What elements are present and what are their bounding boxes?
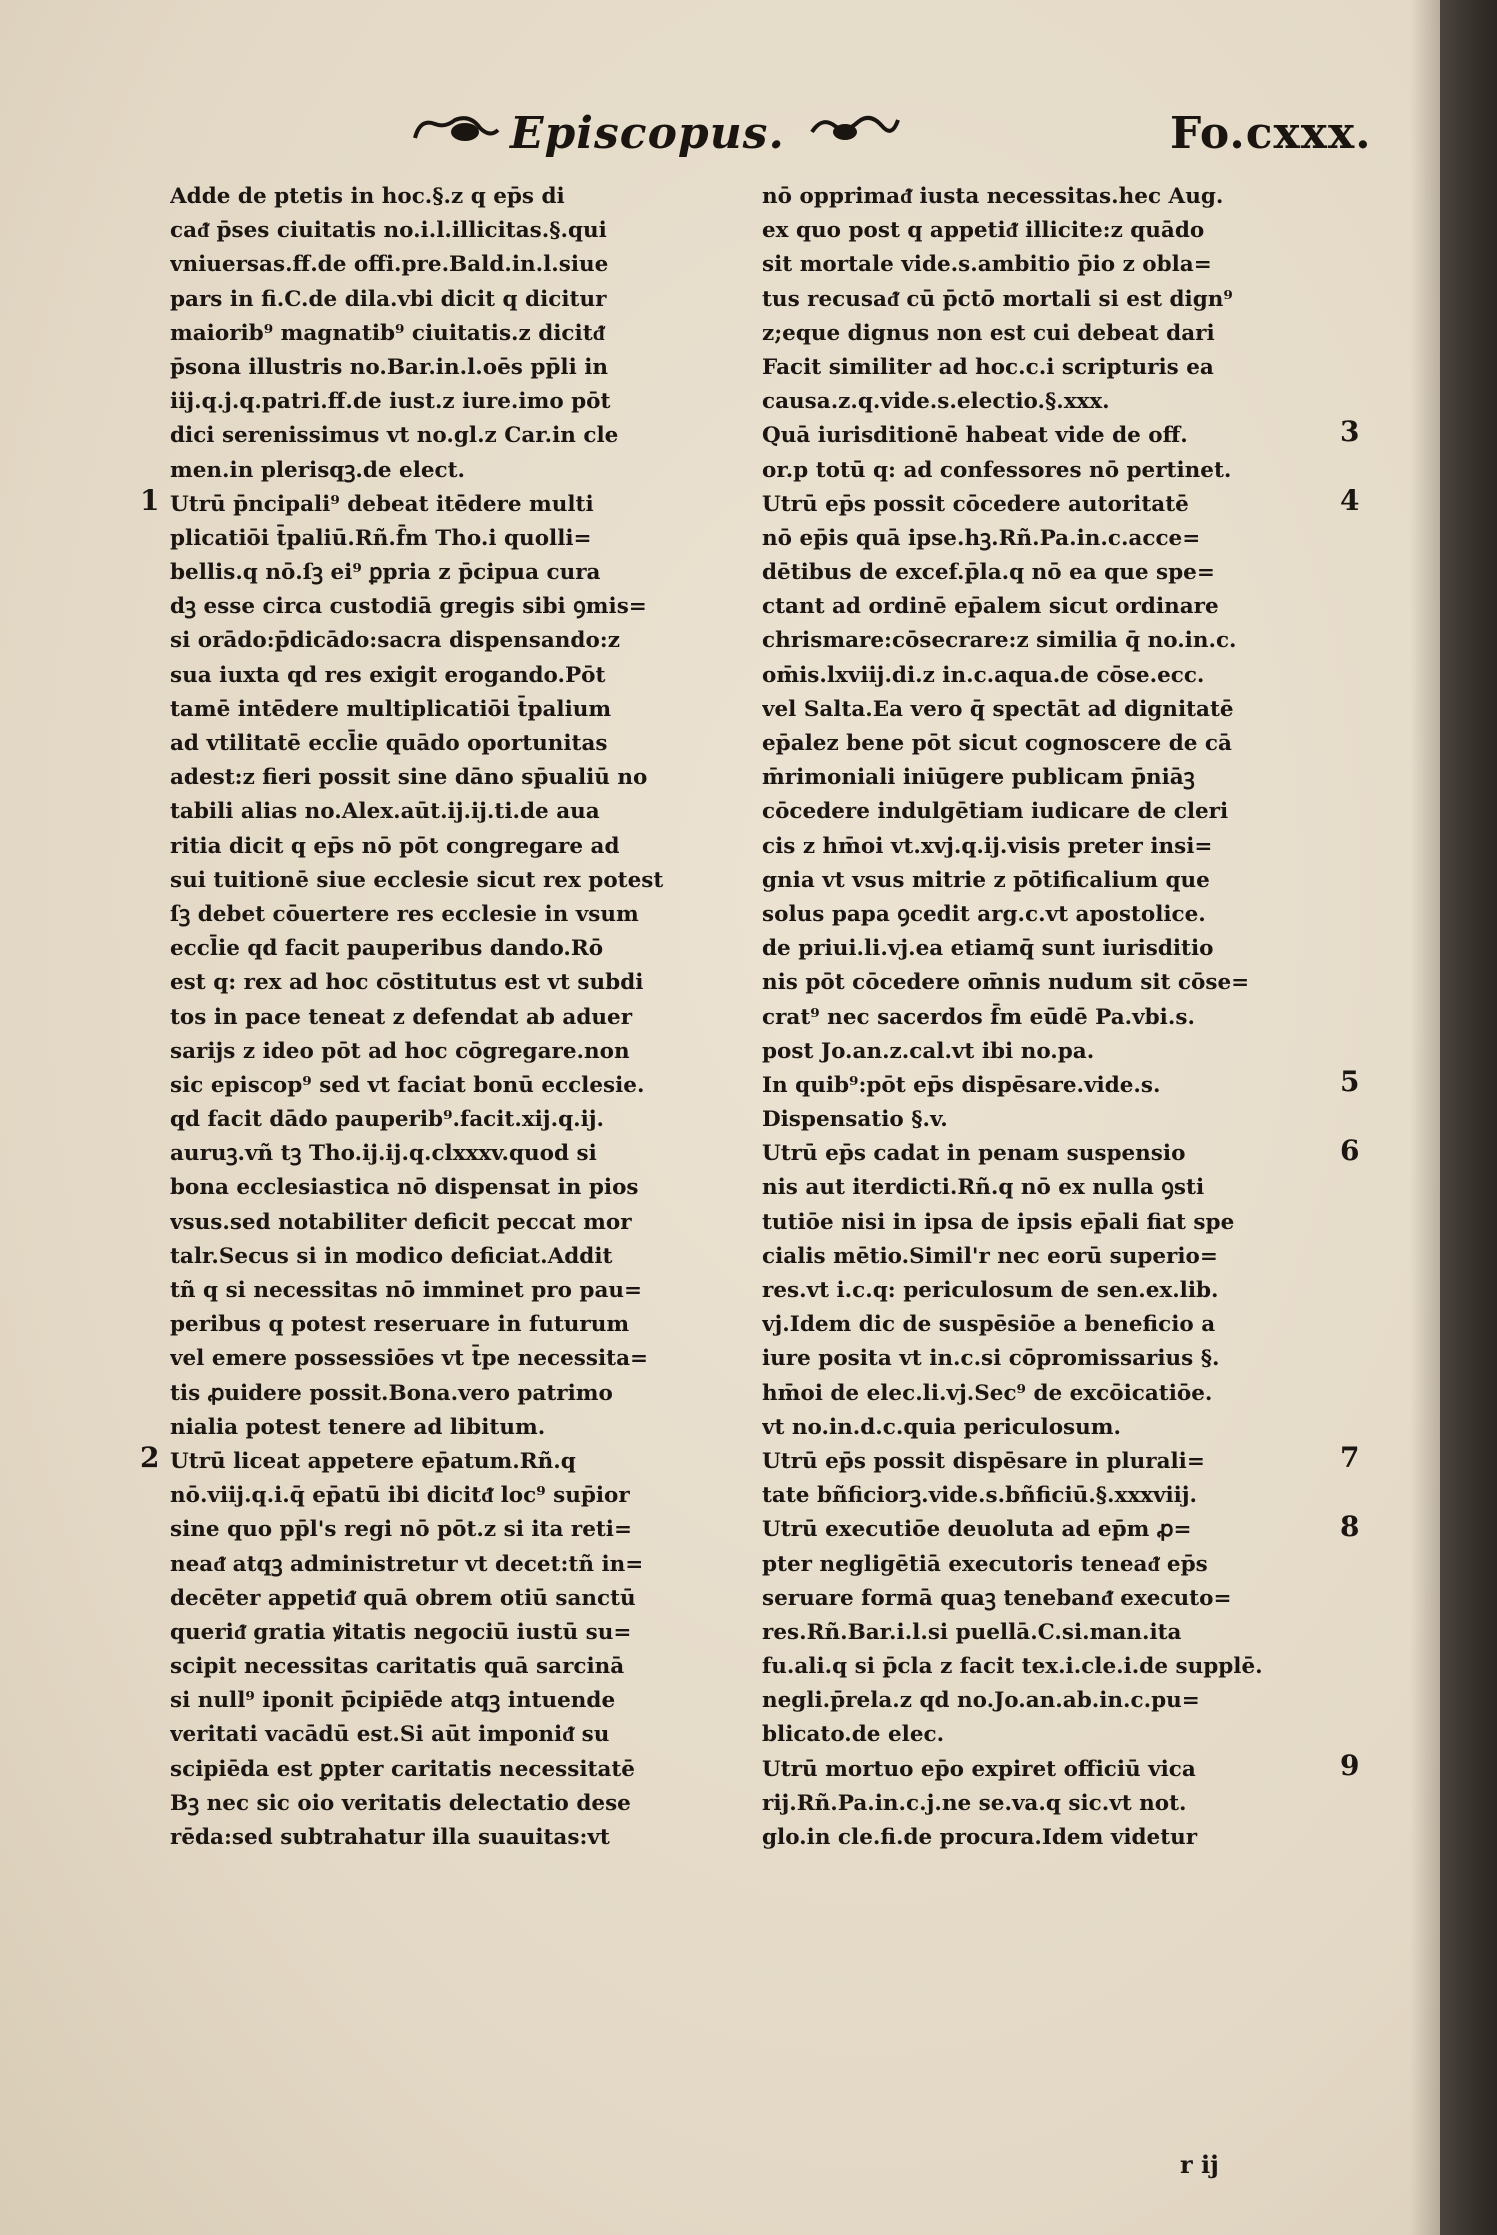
text-line: om̄is.lxviij.di.z in.c.aqua.de cōse.ecc. bbox=[762, 662, 1205, 688]
margin-number-right: 4 bbox=[1340, 483, 1360, 517]
text-line: si null⁹ iponit p̄cipiēde atqꝫ intuende bbox=[170, 1688, 616, 1714]
text-line: nō opprimaᵭ iusta necessitas.hec Aug. bbox=[762, 184, 1224, 209]
text-line: blicato.de elec. bbox=[762, 1722, 945, 1748]
text-line: Utrū ep̄s possit cōcedere autoritatē bbox=[762, 491, 1189, 517]
margin-number-right: 3 bbox=[1340, 415, 1360, 449]
text-line: sic episcop⁹ sed vt faciat bonū ecclesie. bbox=[170, 1072, 645, 1098]
text-line: vel Salta.Ea vero q̄ spectāt ad dignitatē bbox=[762, 696, 1234, 722]
text-line: eccl̄ie qd facit pauperibus dando.Rō bbox=[170, 936, 604, 962]
text-line: neaᵭ atqꝫ administretur vt decet:tñ in= bbox=[170, 1551, 644, 1577]
text-line: scipiēda est ꝑpter caritatis necessitatē bbox=[170, 1756, 635, 1782]
text-line: vsus.sed notabiliter deficit peccat mor bbox=[170, 1209, 632, 1235]
text-line: nialia potest tenere ad libitum. bbox=[170, 1414, 546, 1440]
text-line: bellis.q nō.ſꝫ ei⁹ ꝑpria z p̄cipua cura bbox=[170, 560, 601, 586]
text-line: qd facit dādo pauperib⁹.facit.xij.q.ij. bbox=[170, 1107, 605, 1133]
left-text-column bbox=[170, 180, 730, 1855]
text-line: ctant ad ordinē ep̄alem sicut ordinare bbox=[762, 594, 1219, 620]
text-line: seruare formā quaꝫ tenebanᵭ executo= bbox=[762, 1585, 1232, 1611]
text-line: glo.in cle.fi.de procura.Idem videtur bbox=[762, 1825, 1198, 1850]
text-line: est q: rex ad hoc cōstitutus est vt subdi bbox=[170, 970, 644, 996]
text-line: adest:z fieri possit sine dāno sp̄ualiū no bbox=[170, 765, 648, 791]
text-line: fu.ali.q si p̄cla z facit tex.i.cle.i.de supplē. bbox=[762, 1654, 1263, 1680]
text-line: ep̄alez bene pōt sicut cognoscere de cā bbox=[762, 731, 1232, 756]
text-line: negli.p̄rela.z qd no.Jo.an.ab.in.c.pu= bbox=[762, 1688, 1200, 1714]
margin-number-right: 6 bbox=[1340, 1133, 1360, 1167]
text-line: peribus q potest reseruare in futurum bbox=[170, 1312, 630, 1338]
margin-number-right: 8 bbox=[1340, 1509, 1360, 1543]
margin-number-left: 1 bbox=[140, 483, 160, 517]
text-line: Utrū ep̄s possit dispēsare in plurali= bbox=[762, 1448, 1205, 1474]
text-line: queriᵭ gratia ꝟitatis negociū iustū su= bbox=[170, 1619, 632, 1645]
margin-number-right: 5 bbox=[1340, 1065, 1360, 1099]
text-line: Quā iurisditionē habeat vide de off. bbox=[762, 423, 1188, 449]
text-line: cialis mētio.Simil'r nec eorū superio= bbox=[762, 1243, 1218, 1269]
text-line: sine quo pp̄l's regi nō pōt.z si ita reti= bbox=[170, 1517, 632, 1543]
text-line: sit mortale vide.s.ambitio p̄io z obla= bbox=[762, 252, 1212, 278]
text-line: Utrū liceat appetere ep̄atum.Rñ.q bbox=[170, 1448, 576, 1474]
text-line: scipit necessitas caritatis quā sarcinā bbox=[170, 1654, 625, 1680]
text-line: solus papa ꝯcedit arg.c.vt apostolice. bbox=[762, 901, 1206, 927]
text-line: bona ecclesiastica nō dispensat in pios bbox=[170, 1175, 639, 1201]
text-line: pars in fi.C.de dila.vbi dicit q dicitur bbox=[170, 286, 607, 312]
text-line: vt no.in.d.c.quia periculosum. bbox=[762, 1414, 1122, 1440]
signature-mark: r ij bbox=[1180, 2150, 1219, 2179]
text-line: iure posita vt in.c.si cōpromissarius §. bbox=[762, 1346, 1220, 1372]
running-header bbox=[410, 100, 1372, 170]
text-line: caᵭ p̄ses ciuitatis no.i.l.illicitas.§.qui bbox=[170, 218, 607, 244]
text-line: ritia dicit q ep̄s nō pōt congregare ad bbox=[170, 833, 620, 859]
text-line: tos in pace teneat z defendat ab aduer bbox=[170, 1004, 633, 1030]
text-line: iij.q.j.q.patri.ff.de iust.z iure.imo pōt bbox=[170, 389, 611, 415]
text-line: tate bñficiorꝫ.vide.s.bñficiū.§.xxxviij. bbox=[762, 1483, 1198, 1509]
text-line: talr.Secus si in modico deficiat.Addit bbox=[170, 1243, 613, 1269]
text-line: tñ q si necessitas nō imminet pro pau= bbox=[170, 1278, 643, 1303]
text-line: vniuersas.ff.de offi.pre.Bald.in.l.siue bbox=[170, 252, 609, 278]
text-line: dici serenissimus vt no.gl.z Car.in cle bbox=[170, 423, 619, 449]
text-line: men.in plerisqꝫ.de elect. bbox=[170, 457, 466, 483]
text-line: si orādo:p̄dicādo:sacra dispensando:z bbox=[170, 628, 620, 654]
text-line: m̄rimoniali iniūgere publicam p̄niāꝫ bbox=[762, 765, 1195, 791]
text-line: tamē intēdere multiplicatiōi t̄palium bbox=[170, 696, 612, 722]
text-line: cis z hm̄oi vt.xvj.q.ij.visis preter insi= bbox=[762, 833, 1213, 859]
book-edge bbox=[1440, 0, 1497, 2235]
text-line: de priui.li.vj.ea etiamq̄ sunt iurisditio bbox=[762, 936, 1214, 962]
text-line: Utrū mortuo ep̄o expiret officiū vica bbox=[762, 1756, 1196, 1782]
text-line: Facit similiter ad hoc.c.i scripturis ea bbox=[762, 354, 1214, 380]
text-line: tutiōe nisi in ipsa de ipsis ep̄ali fiat spe bbox=[762, 1209, 1235, 1235]
text-line: Dispensatio §.v. bbox=[762, 1107, 948, 1133]
text-line: z;eque dignus non est cui debeat dari bbox=[762, 320, 1215, 346]
text-line: post Jo.an.z.cal.vt ibi no.pa. bbox=[762, 1038, 1095, 1064]
text-line: res.vt i.c.q: periculosum de sen.ex.lib. bbox=[762, 1278, 1219, 1303]
text-line: auruꝫ.vñ tꝫ Tho.ij.ij.q.clxxxv.quod si bbox=[170, 1141, 597, 1167]
text-line: nis pōt cōcedere om̄nis nudum sit cōse= bbox=[762, 970, 1250, 996]
margin-number-left: 2 bbox=[140, 1441, 160, 1475]
text-line: sui tuitionē siue ecclesie sicut rex potest bbox=[170, 867, 664, 893]
text-line: plicatiōi t̄paliū.Rñ.f̄m Tho.i quolli= bbox=[170, 525, 592, 551]
text-line: tabili alias no.Alex.aūt.ij.ij.ti.de aua bbox=[170, 799, 600, 825]
folio-number: Fo.cxxx. bbox=[1170, 108, 1372, 159]
text-line: Utrū executiōe deuoluta ad ep̄m ꝓ= bbox=[762, 1517, 1192, 1543]
text-line: sarijs z ideo pōt ad hoc cōgregare.non bbox=[170, 1038, 630, 1064]
text-line: dētibus de excef.p̄la.q nō ea que spe= bbox=[762, 560, 1215, 586]
text-line: ex quo post q appetiᵭ illicite:z quādo bbox=[762, 218, 1205, 244]
text-line: rēda:sed subtrahatur illa suauitas:vt bbox=[170, 1825, 610, 1850]
right-text-column bbox=[762, 180, 1322, 1855]
text-line: tis ꝓuidere possit.Bona.vero patrimo bbox=[170, 1380, 613, 1406]
text-line: nō ep̄is quā ipse.hꝫ.Rñ.Pa.in.c.acce= bbox=[762, 525, 1201, 551]
text-line: tus recusaᵭ cū p̄ctō mortali si est dign⁹ bbox=[762, 286, 1233, 312]
page-fold-shadow bbox=[1410, 0, 1440, 2235]
text-line: pter negligētiā executoris teneaᵭ ep̄s bbox=[762, 1551, 1208, 1577]
text-line: res.Rñ.Bar.i.l.si puellā.C.si.man.ita bbox=[762, 1619, 1182, 1645]
text-line: sua iuxta qd res exigit erogando.Pōt bbox=[170, 662, 606, 688]
text-line: hm̄oi de elec.li.vj.Sec⁹ de excōicatiōe. bbox=[762, 1380, 1213, 1406]
text-line: maiorib⁹ magnatib⁹ ciuitatis.z dicitᵭ bbox=[170, 320, 605, 346]
header-ornament-left bbox=[410, 110, 500, 150]
text-line: In quib⁹:pōt ep̄s dispēsare.vide.s. bbox=[762, 1072, 1161, 1098]
text-line: causa.z.q.vide.s.electio.§.xxx. bbox=[762, 389, 1110, 415]
text-line: chrismare:cōsecrare:z similia q̄ no.in.c. bbox=[762, 628, 1237, 654]
text-line: dꝫ esse circa custodiā gregis sibi ꝯmis= bbox=[170, 594, 647, 620]
margin-number-right: 9 bbox=[1340, 1749, 1360, 1783]
text-line: vj.Idem dic de suspēsiōe a beneficio a bbox=[762, 1312, 1216, 1338]
page-title: Episcopus. bbox=[510, 108, 785, 159]
text-line: nis aut iterdicti.Rñ.q nō ex nulla ꝯsti bbox=[762, 1175, 1205, 1201]
text-line: or.p totū q: ad confessores nō pertinet. bbox=[762, 457, 1232, 483]
text-line: cōcedere indulgētiam iudicare de cleri bbox=[762, 799, 1229, 825]
margin-number-right: 7 bbox=[1340, 1441, 1360, 1475]
text-line: gnia vt vsus mitrie z pōtificalium que bbox=[762, 867, 1210, 893]
text-line: decēter appetiᵭ quā obrem otiū sanctū bbox=[170, 1585, 636, 1611]
text-line: rij.Rñ.Pa.in.c.j.ne se.va.q sic.vt not. bbox=[762, 1790, 1187, 1816]
text-line: nō.viij.q.i.q̄ ep̄atū ibi dicitᵭ loc⁹ sup̄ior bbox=[170, 1483, 630, 1509]
text-line: veritati vacādū est.Si aūt imponiᵭ su bbox=[170, 1722, 610, 1748]
text-line: Adde de ptetis in hoc.§.z q ep̄s di bbox=[170, 184, 565, 209]
text-line: vel emere possessiōes vt t̄pe necessita= bbox=[170, 1346, 649, 1372]
text-line: ſꝫ debet cōuertere res ecclesie in vsum bbox=[170, 901, 639, 927]
text-line: p̄sona illustris no.Bar.in.l.oēs pp̄li in bbox=[170, 354, 609, 380]
header-ornament-right bbox=[810, 110, 900, 150]
text-line: ad vtilitatē eccl̄ie quādo oportunitas bbox=[170, 731, 608, 756]
text-line: Utrū ep̄s cadat in penam suspensio bbox=[762, 1141, 1186, 1167]
text-line: crat⁹ nec sacerdos f̄m eūdē Pa.vbi.s. bbox=[762, 1004, 1195, 1030]
text-line: Utrū p̄ncipali⁹ debeat itēdere multi bbox=[170, 491, 594, 517]
text-line: Bꝫ nec sic oio veritatis delectatio dese bbox=[170, 1790, 631, 1816]
